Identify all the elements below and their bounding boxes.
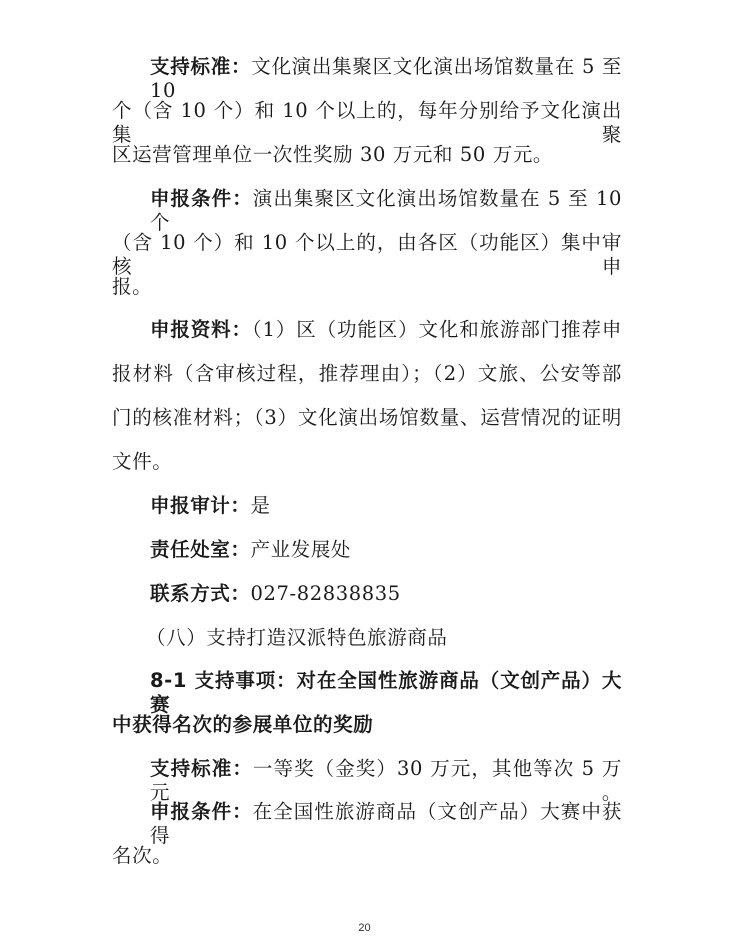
support-standard-1-line-2: 个（含 10 个）和 10 个以上的，每年分别给予文化演出集聚 — [112, 99, 622, 146]
item-heading-line-1: 8-1 支持事项：对在全国性旅游商品（文创产品）大赛 — [150, 669, 622, 716]
audit-label: 申报审计： — [150, 494, 251, 517]
responsible-office-label: 责任处室： — [150, 538, 251, 561]
item-heading-line-2: 中获得名次的参展单位的奖励 — [112, 713, 374, 736]
application-conditions-1-line-3: 报。 — [112, 275, 153, 298]
responsible-office-line — [150, 538, 622, 562]
application-materials-line-1: 申报资料：（1）区（功能区）文化和旅游部门推荐申 — [150, 318, 622, 341]
application-materials-label: 申报资料： — [150, 318, 252, 341]
application-conditions-1-line-1: 申报条件：演出集聚区文化演出场馆数量在 5 至 10 个 — [150, 187, 622, 234]
support-standard-1-line-3: 区运营管理单位一次性奖励 30 万元和 50 万元。 — [112, 143, 554, 166]
section-heading: （八）支持打造汉派特色旅游商品 — [146, 626, 448, 649]
audit-value: 是 — [250, 494, 271, 517]
application-materials-line-4: 文件。 — [112, 450, 173, 473]
application-materials-line-3: 门的核准材料；（3）文化演出场馆数量、运营情况的证明 — [112, 406, 622, 429]
contact-label: 联系方式： — [150, 582, 251, 605]
page-number: 20 — [358, 922, 371, 934]
contact-value: 027-82838835 — [250, 582, 401, 605]
application-conditions-1-label: 申报条件： — [150, 187, 253, 210]
contact-line — [150, 582, 622, 606]
application-conditions-2-line-2: 名次。 — [112, 844, 173, 867]
application-conditions-1-line-2: （含 10 个）和 10 个以上的，由各区（功能区）集中审核申 — [112, 231, 622, 278]
application-conditions-2-label: 申报条件： — [150, 800, 253, 823]
support-standard-2-value: 一等奖（金奖）30 万元，其他等次 5 万元。 — [150, 757, 622, 804]
support-standard-2-label: 支持标准： — [150, 757, 253, 780]
support-standard-1-label: 支持标准： — [150, 55, 252, 78]
application-conditions-2-line-1: 申报条件：在全国性旅游商品（文创产品）大赛中获得 — [150, 800, 622, 847]
responsible-office-value: 产业发展处 — [250, 538, 352, 561]
audit-line — [150, 494, 622, 518]
support-standard-1-line-1: 支持标准：文化演出集聚区文化演出场馆数量在 5 至 10 — [150, 55, 622, 102]
support-standard-2-line — [150, 757, 622, 805]
application-materials-line-2: 报材料（含审核过程，推荐理由）；（2）文旅、公安等部 — [112, 362, 622, 385]
